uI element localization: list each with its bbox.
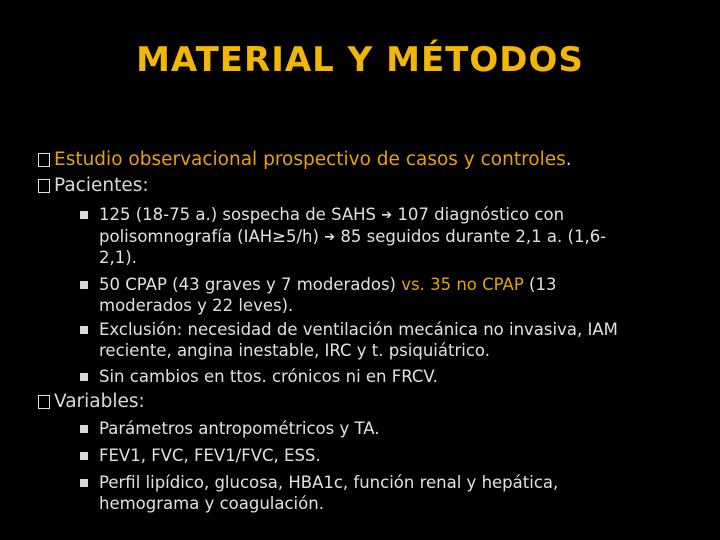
arrow-right-icon: ➔ — [381, 208, 393, 223]
variables-bullet-1 — [80, 419, 620, 440]
variables-label: Variables: — [54, 391, 145, 412]
slide-title: MATERIAL Y MÉTODOS — [136, 40, 584, 80]
study-text: Estudio observacional prospectivo de casos y controles — [54, 149, 566, 170]
item-patients — [38, 175, 149, 197]
square-bullet-icon — [80, 373, 88, 381]
patients-bullet-4 — [80, 367, 620, 388]
p3-text: Exclusión: necesidad de ventilación mecánica no invasiva, IAM reciente, angina inestable, IRC y t. psiquiátrico. — [99, 320, 618, 360]
p1-part-c: 85 seguidos durante 2,1 a. (1,6-2,1). — [99, 226, 607, 267]
arrow-right-icon: ➔ — [324, 229, 336, 245]
variables-bullet-2 — [80, 446, 620, 467]
square-bullet-icon — [80, 479, 88, 487]
p2-part-a: 50 CPAP (43 graves y 7 moderados) — [99, 275, 396, 294]
patients-bullet-3 — [80, 320, 620, 361]
patients-bullet-1 — [80, 205, 620, 269]
v2-text: FEV1, FVC, FEV1/FVC, ESS. — [99, 446, 321, 465]
v1-text: Parámetros antropométricos y TA. — [99, 419, 380, 438]
p1-part-b: 107 diagnóstico con polisomnografía (IAH≥5/h) — [99, 205, 565, 246]
checkbox-icon — [38, 179, 50, 193]
square-bullet-icon — [80, 281, 88, 289]
study-period: . — [565, 149, 572, 170]
patients-bullet-2 — [80, 275, 620, 316]
square-bullet-icon — [80, 425, 88, 433]
checkbox-icon — [38, 395, 50, 409]
v3-text: Perfil lipídico, glucosa, HBA1c, función renal y hepática, hemograma y coagulación. — [99, 473, 559, 513]
square-bullet-icon — [80, 326, 88, 334]
patients-label: Pacientes: — [54, 175, 149, 196]
slide-content — [0, 112, 720, 540]
item-study — [38, 149, 572, 171]
p2-part-b: (13 moderados y 22 leves). — [99, 275, 557, 315]
p4-text: Sin cambios en ttos. crónicos ni en FRCV. — [99, 367, 438, 386]
variables-bullet-3 — [80, 473, 620, 514]
checkbox-icon — [38, 153, 50, 167]
title-bar — [0, 0, 720, 112]
p1-part-a: 125 (18-75 a.) sospecha de SAHS — [99, 205, 377, 224]
square-bullet-icon — [80, 452, 88, 460]
p2-highlight: vs. 35 no CPAP — [401, 275, 524, 294]
item-variables — [38, 391, 145, 413]
square-bullet-icon — [80, 211, 88, 219]
